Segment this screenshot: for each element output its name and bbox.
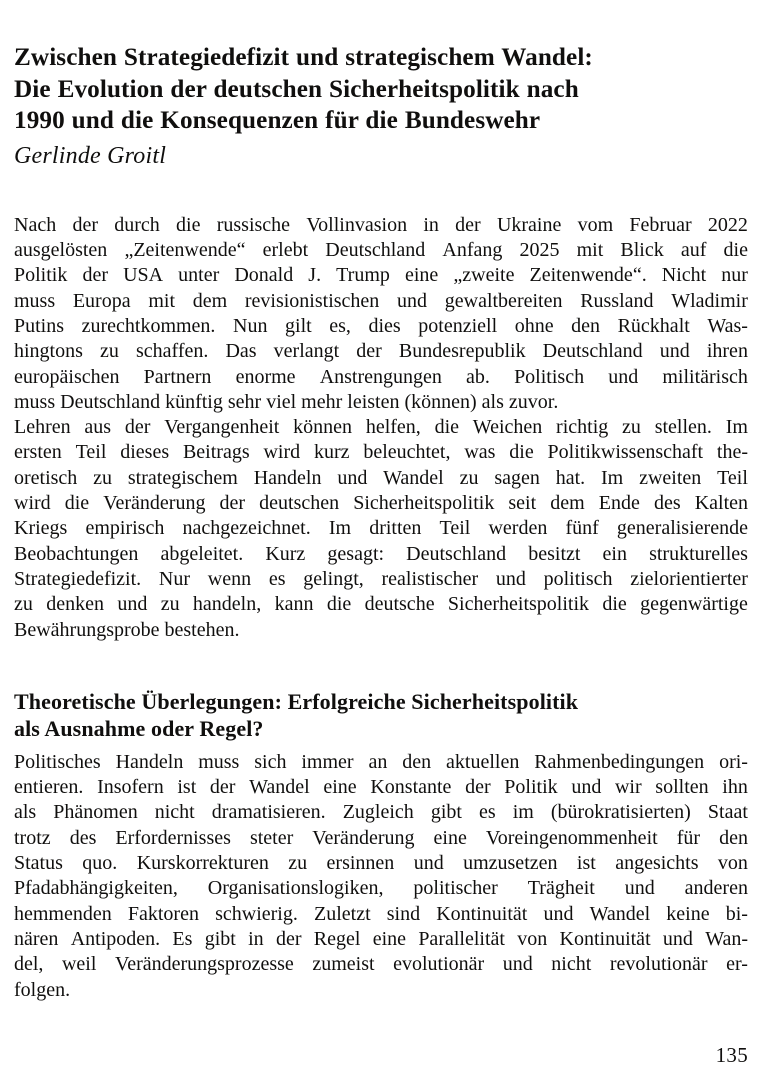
text-line: trotz des Erfordernisses steter Veränderung eine Voreingenommenheit für den [14,826,748,849]
text-line: del, weil Veränderungsprozesse zumeist evolutionär und nicht revolutionär er- [14,953,748,976]
paragraph-theory [14,743,748,1003]
section-heading-line-2: als Ausnahme oder Regel? [14,716,264,742]
title-line-2: Die Evolution der deutschen Sicherheitspolitik nach [14,75,579,103]
page-title [14,0,748,137]
text-line: ausgelösten „Zeitenwende“ erlebt Deutschland Anfang 2025 mit Blick auf die [14,239,748,262]
text-line: hemmenden Faktoren schwierig. Zuletzt sind Kontinuität und Wandel keine bi- [14,902,748,925]
text-line: als Phänomen nicht dramatisieren. Zugleich gibt es im (bürokratisierten) Staat [14,801,748,824]
title-line-1: Zwischen Strategiedefizit und strategischem Wandel: [14,44,593,71]
text-line: Lehren aus der Vergangenheit können helfen, die Weichen richtig zu stellen. Im [14,416,748,439]
text-line: wird die Veränderung der deutschen Sicherheitspolitik seit dem Ende des Kalten [14,492,748,515]
text-line: ersten Teil dieses Beitrags wird kurz beleuchtet, was die Politikwissenschaft the- [14,441,748,464]
text-line: Status quo. Kurskorrekturen zu ersinnen und umzusetzen ist angesichts von [14,852,748,875]
text-line: europäischen Partnern enorme Anstrengungen ab. Politisch und militärisch [14,365,748,388]
text-line: Strategiedefizit. Nur wenn es gelingt, realistischer und politisch zielorientierter [14,567,748,590]
section-heading-line-1: Theoretische Überlegungen: Erfolgreiche Sicherheitspolitik [14,688,579,714]
text-line: muss Europa mit dem revisionistischen und gewaltbereiten Russland Wladimir [14,289,748,312]
text-line: Kriegs empirisch nachgezeichnet. Im dritten Teil werden fünf generalisierende [14,517,748,540]
text-line: entieren. Insofern ist der Wandel eine Konstante der Politik und wir sollten ihn [14,776,748,799]
text-line: folgen. [14,978,71,1001]
section-heading [14,643,748,743]
text-line: muss Deutschland künftig sehr viel mehr leisten (können) als zuvor. [14,390,559,413]
text-line: oretisch zu strategischem Handeln und Wandel zu sagen hat. Im zweiten Teil [14,466,748,489]
text-column [14,0,748,1003]
author-name: Gerlinde Groitl [14,142,167,169]
paragraph-intro [14,171,748,415]
text-line: Putins zurechtkommen. Nun gilt es, dies potenziell ohne den Rückhalt Was- [14,314,748,337]
text-line: Politik der USA unter Donald J. Trump eine „zweite Zeitenwende“. Nicht nur [14,264,748,287]
text-line: zu denken und zu handeln, kann die deutsche Sicherheitspolitik die gegenwärtige [14,593,748,616]
text-line: hingtons zu schaffen. Das verlangt der Bundesrepublik Deutschland und ihren [14,340,748,363]
page-number: 135 [715,1043,748,1067]
text-line: Pfadabhängigkeiten, Organisationslogiken, politischer Trägheit und anderen [14,877,748,900]
text-line: nären Antipoden. Es gibt in der Regel eine Parallelität von Kontinuität und Wan- [14,927,748,950]
text-line: Politisches Handeln muss sich immer an den aktuellen Rahmenbedingungen ori- [14,750,748,773]
text-line: Beobachtungen abgeleitet. Kurz gesagt: Deutschland besitzt ein strukturelles [14,542,748,565]
text-line: Bewährungsprobe bestehen. [14,618,240,641]
title-line-3: 1990 und die Konsequenzen für die Bundeswehr [14,107,541,135]
text-line: Nach der durch die russische Vollinvasion in der Ukraine vom Februar 2022 [14,213,748,236]
paragraph-overview [14,415,748,643]
